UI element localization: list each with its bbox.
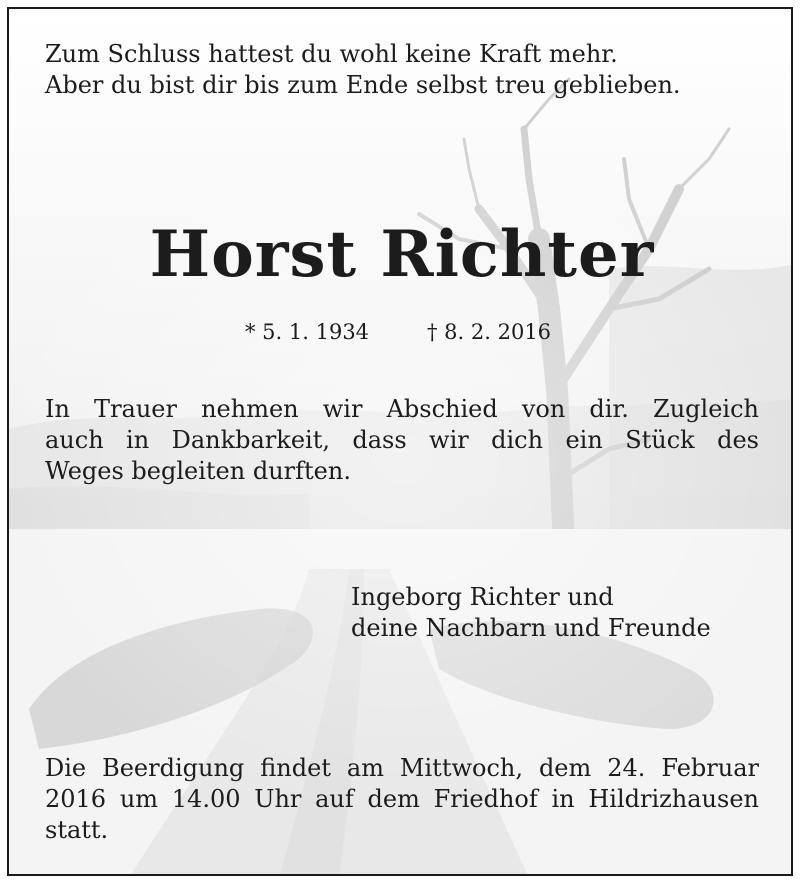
- funeral-line-2: 2016 um 14.00 Uhr auf dem Friedhof in Hildrizhausen: [45, 785, 759, 813]
- message-line-2: auch in Dankbarkeit, dass wir dich ein Stück des: [45, 426, 759, 454]
- mourners-signature: [351, 582, 711, 644]
- birth-date: * 5. 1. 1934: [245, 320, 370, 344]
- funeral-line-3: statt.: [45, 816, 109, 844]
- intro-quote: [45, 39, 681, 101]
- intro-line-1: Zum Schluss hattest du wohl keine Kraft mehr.: [45, 40, 618, 68]
- deceased-name: Horst Richter: [149, 217, 655, 292]
- mourner-line-1: Ingeborg Richter und: [351, 583, 614, 611]
- funeral-line-1: Die Beerdigung findet am Mittwoch, dem 24. Februar: [45, 754, 759, 782]
- death-date: † 8. 2. 2016: [427, 320, 552, 344]
- mourning-message: [45, 394, 759, 487]
- intro-line-2: Aber du bist dir bis zum Ende selbst treu geblieben.: [45, 71, 681, 99]
- mourner-line-2: deine Nachbarn und Freunde: [351, 614, 711, 642]
- obituary-notice: [7, 7, 793, 876]
- message-line-3: Weges begleiten durften.: [45, 457, 351, 485]
- message-line-1: In Trauer nehmen wir Abschied von dir. Zugleich: [45, 395, 759, 423]
- funeral-announcement: [45, 753, 759, 846]
